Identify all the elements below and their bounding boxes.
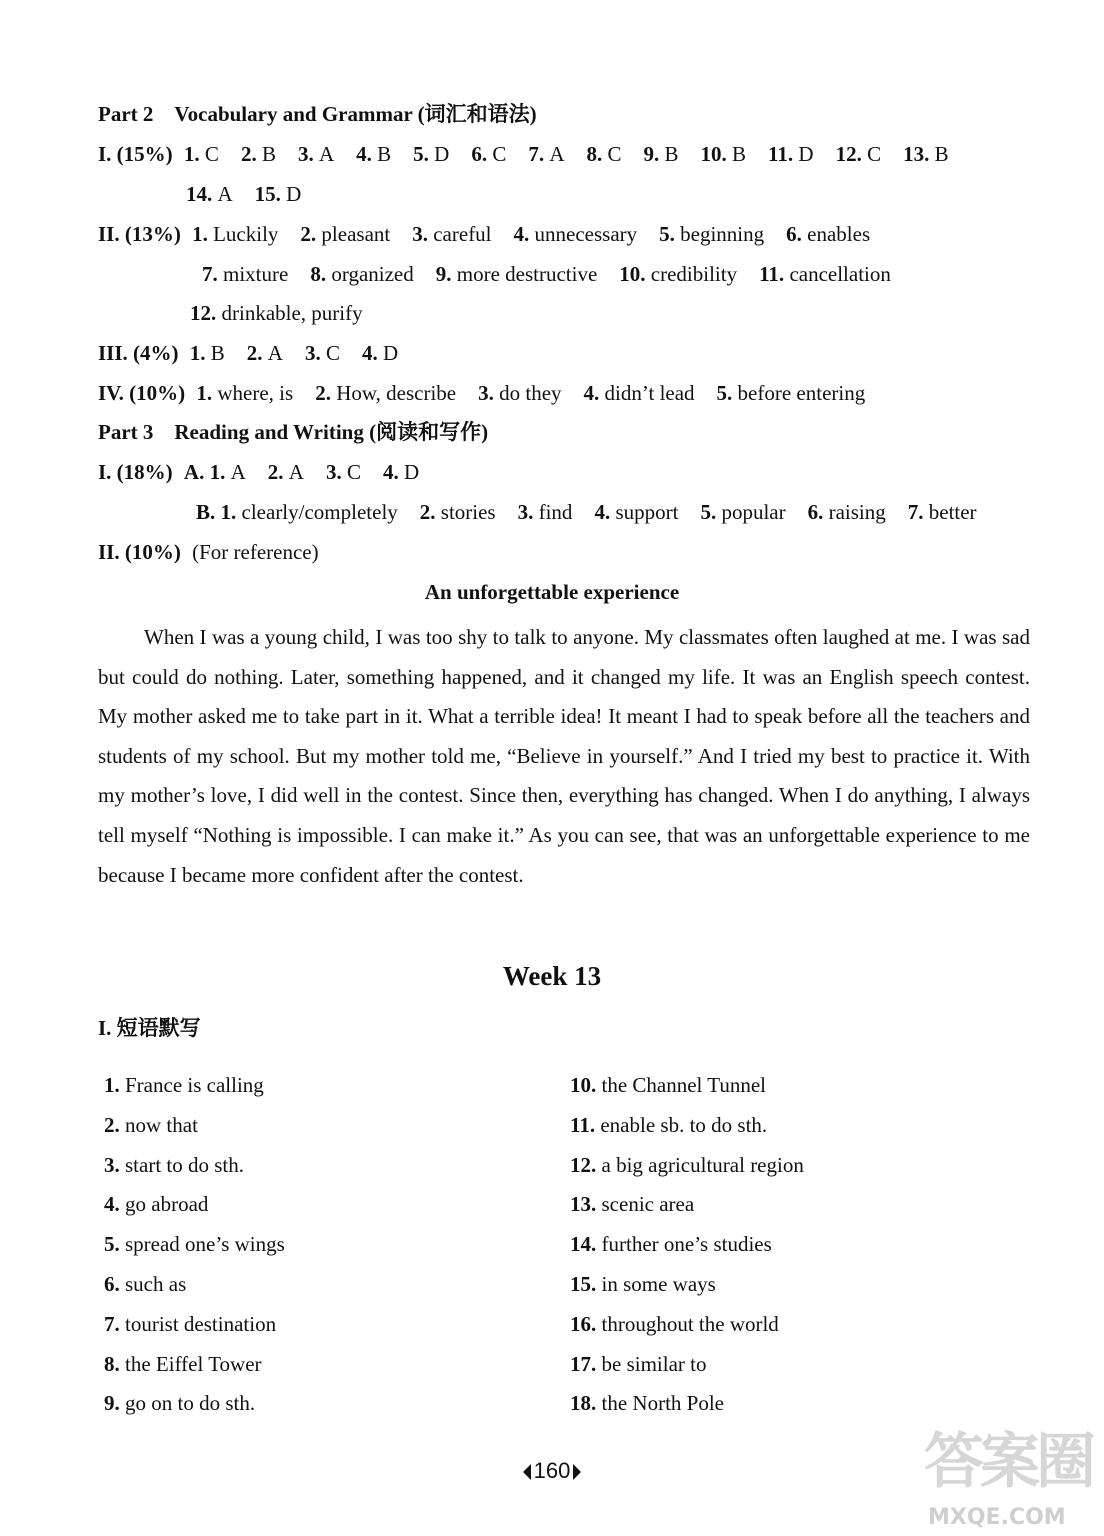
phrase-item bbox=[570, 1389, 804, 1429]
answer-item: 3. do they bbox=[478, 381, 562, 405]
p2-iv-head: IV. (10%) bbox=[98, 381, 186, 405]
phrase-number: 13. bbox=[570, 1192, 602, 1217]
part2-heading: Part 2 Vocabulary and Grammar (词汇和语法) bbox=[98, 102, 537, 126]
phrase-text: enable sb. to do sth. bbox=[600, 1112, 768, 1137]
answer-item: 10. B bbox=[700, 142, 747, 166]
answer-item: 5. beginning bbox=[659, 222, 765, 246]
p2-ii-line1 bbox=[98, 220, 870, 248]
answer-item: 3. C bbox=[304, 341, 340, 365]
phrase-text: further one’s studies bbox=[601, 1232, 772, 1257]
phrase-number: 1. bbox=[104, 1073, 125, 1097]
answer-item: 2. stories bbox=[419, 500, 496, 524]
watermark-logo: 答案圈 bbox=[924, 1427, 1092, 1497]
p3-i-line-b bbox=[196, 498, 977, 526]
p2-iv-items bbox=[196, 381, 865, 405]
p2-iii-items bbox=[190, 341, 398, 365]
answer-item: 12. drinkable, purify bbox=[190, 301, 363, 325]
p2-i-items-2 bbox=[186, 182, 301, 206]
answer-item: 6. raising bbox=[807, 500, 886, 524]
phrase-number: 9. bbox=[104, 1391, 125, 1416]
answer-item: 3. A bbox=[297, 142, 335, 166]
answer-item: 12. C bbox=[835, 142, 882, 166]
p2-ii-items-3 bbox=[190, 301, 363, 325]
phrase-item bbox=[104, 1270, 285, 1310]
answer-item: 4. didn’t lead bbox=[583, 381, 695, 405]
p3-i-items-a bbox=[184, 460, 419, 484]
phrase-text: go on to do sth. bbox=[125, 1391, 256, 1416]
answer-item: 8. organized bbox=[310, 262, 414, 286]
p3-ii-head: II. (10%) bbox=[98, 540, 181, 564]
phrase-number: 10. bbox=[570, 1073, 602, 1097]
phrase-number: 12. bbox=[570, 1152, 602, 1177]
phrase-item bbox=[104, 1111, 285, 1151]
left-arrow-icon bbox=[523, 1464, 531, 1480]
answer-item: 4. D bbox=[382, 460, 420, 484]
answer-item: 9. B bbox=[643, 142, 679, 166]
week13-section-heading: I. 短语默写 bbox=[98, 1016, 201, 1040]
phrase-number: 6. bbox=[104, 1271, 125, 1296]
answer-item: 2. A bbox=[267, 460, 304, 484]
answer-item: 4. D bbox=[361, 341, 399, 365]
answer-item: 5. before entering bbox=[716, 381, 866, 405]
phrase-text: France is calling bbox=[125, 1073, 264, 1097]
phrase-list-right bbox=[570, 1071, 804, 1429]
answer-item: 7. mixture bbox=[202, 262, 289, 286]
answer-item: 2. pleasant bbox=[300, 222, 391, 246]
phrase-text: the Channel Tunnel bbox=[601, 1073, 767, 1097]
answer-item: 1. where, is bbox=[196, 381, 294, 405]
p2-ii-head: II. (13%) bbox=[98, 222, 181, 246]
phrase-item bbox=[570, 1270, 804, 1310]
phrase-item bbox=[570, 1350, 804, 1390]
part3-heading: Part 3 Reading and Writing (阅读和写作) bbox=[98, 420, 489, 444]
phrase-item bbox=[104, 1389, 285, 1429]
p3-i-head: I. (18%) bbox=[98, 460, 173, 484]
phrase-text: throughout the world bbox=[601, 1311, 779, 1336]
answer-item: 10. credibility bbox=[619, 262, 738, 286]
phrase-item bbox=[570, 1111, 804, 1151]
answer-item: 11. cancellation bbox=[759, 262, 891, 286]
phrase-text: a big agricultural region bbox=[601, 1152, 804, 1177]
phrase-item bbox=[104, 1230, 285, 1270]
essay-title: An unforgettable experience bbox=[424, 580, 680, 604]
phrase-text: go abroad bbox=[125, 1192, 209, 1217]
phrase-item bbox=[104, 1071, 285, 1111]
p2-iv-line1 bbox=[98, 379, 865, 407]
answer-item: 5. D bbox=[413, 142, 450, 166]
phrase-text: scenic area bbox=[601, 1192, 695, 1217]
watermark-url: MXQE.COM bbox=[928, 1505, 1066, 1530]
phrase-item bbox=[570, 1310, 804, 1350]
p3-i-items-b bbox=[196, 500, 977, 524]
phrase-number: 8. bbox=[104, 1351, 125, 1376]
answer-item: 4. unnecessary bbox=[513, 222, 638, 246]
p2-iii-head: III. (4%) bbox=[98, 341, 179, 365]
answer-item: 15. D bbox=[254, 182, 302, 206]
phrase-number: 4. bbox=[104, 1192, 125, 1217]
answer-item: B. 1. clearly/completely bbox=[196, 500, 398, 524]
p2-ii-items-2 bbox=[202, 262, 891, 286]
answer-item: 2. How, describe bbox=[315, 381, 457, 405]
p2-iii-line1 bbox=[98, 339, 398, 367]
answer-item: 2. B bbox=[240, 142, 276, 166]
phrase-number: 18. bbox=[570, 1391, 602, 1416]
p2-i-items-1 bbox=[184, 142, 949, 166]
right-arrow-icon bbox=[573, 1464, 581, 1480]
p3-i-line-a bbox=[98, 458, 419, 486]
answer-item: 3. careful bbox=[412, 222, 492, 246]
p3-ii-line bbox=[98, 538, 319, 566]
phrase-text: spread one’s wings bbox=[125, 1232, 285, 1257]
phrase-item bbox=[104, 1190, 285, 1230]
p2-ii-line3 bbox=[190, 299, 363, 327]
answer-item: 7. A bbox=[528, 142, 565, 166]
phrase-number: 17. bbox=[570, 1351, 602, 1376]
watermark bbox=[924, 1412, 1094, 1530]
page-number-value: 160 bbox=[533, 1458, 571, 1483]
phrase-item bbox=[104, 1151, 285, 1191]
phrase-number: 3. bbox=[104, 1152, 125, 1177]
answer-item: 6. enables bbox=[786, 222, 871, 246]
p3-ii-note: (For reference) bbox=[192, 540, 319, 564]
answer-item: A. 1. A bbox=[183, 460, 246, 484]
answer-item: 5. popular bbox=[700, 500, 786, 524]
answer-item: 13. B bbox=[903, 142, 949, 166]
phrase-number: 5. bbox=[104, 1232, 125, 1257]
phrase-text: start to do sth. bbox=[125, 1152, 244, 1177]
phrase-text: the Eiffel Tower bbox=[125, 1351, 262, 1376]
p2-i-line1 bbox=[98, 140, 949, 168]
phrase-text: the North Pole bbox=[601, 1391, 724, 1416]
answer-item: 1. B bbox=[189, 341, 225, 365]
phrase-text: in some ways bbox=[601, 1271, 716, 1296]
phrase-item bbox=[104, 1310, 285, 1350]
answer-item: 1. Luckily bbox=[192, 222, 279, 246]
phrase-text: now that bbox=[125, 1112, 198, 1137]
phrase-text: be similar to bbox=[601, 1351, 707, 1376]
answer-item: 8. C bbox=[586, 142, 622, 166]
answer-item: 4. support bbox=[594, 500, 679, 524]
p2-ii-items-1 bbox=[192, 222, 870, 246]
answer-item: 1. C bbox=[183, 142, 219, 166]
answer-item: 9. more destructive bbox=[435, 262, 598, 286]
p2-ii-line2 bbox=[202, 260, 891, 288]
answer-item: 3. C bbox=[325, 460, 361, 484]
phrase-list-left bbox=[104, 1071, 285, 1429]
phrase-item bbox=[104, 1350, 285, 1390]
phrase-item bbox=[570, 1190, 804, 1230]
answer-item: 7. better bbox=[907, 500, 977, 524]
phrase-item bbox=[570, 1151, 804, 1191]
p2-i-head: I. (15%) bbox=[98, 142, 173, 166]
answer-item: 2. A bbox=[246, 341, 283, 365]
phrase-number: 14. bbox=[570, 1232, 602, 1257]
phrase-text: such as bbox=[125, 1271, 187, 1296]
answer-item: 3. find bbox=[517, 500, 573, 524]
phrase-number: 16. bbox=[570, 1311, 602, 1336]
week-title: Week 13 bbox=[502, 961, 602, 991]
p2-i-line2 bbox=[186, 180, 301, 208]
phrase-number: 2. bbox=[104, 1112, 125, 1137]
answer-item: 11. D bbox=[768, 142, 814, 166]
phrase-number: 15. bbox=[570, 1271, 602, 1296]
phrase-text: tourist destination bbox=[125, 1311, 277, 1336]
phrase-number: 11. bbox=[570, 1112, 601, 1137]
phrase-number: 7. bbox=[104, 1311, 125, 1336]
answer-item: 6. C bbox=[471, 142, 507, 166]
essay-paragraph: When I was a young child, I was too shy to talk to anyone. My classmates often laughed at me. I was sad but could do nothing. Later, something happened, and it changed my life. It was an English speech contest. My mother asked me to take part in it. What a terrible idea! It meant I had to speak before all the teachers and students of my school. But my mother told me, “Believe in yourself.” And I tried my best to practice it. With my mother’s love, I did well in the contest. Since then, everything has changed. When I do anything, I always tell myself “Nothing is impossible. I can make it.” As you can see, that was an unforgettable experience to me because I became more confident after the contest. bbox=[98, 625, 1030, 887]
phrase-item bbox=[570, 1230, 804, 1270]
phrase-item bbox=[570, 1071, 804, 1111]
answer-item: 4. B bbox=[356, 142, 392, 166]
answer-item: 14. A bbox=[186, 182, 233, 206]
